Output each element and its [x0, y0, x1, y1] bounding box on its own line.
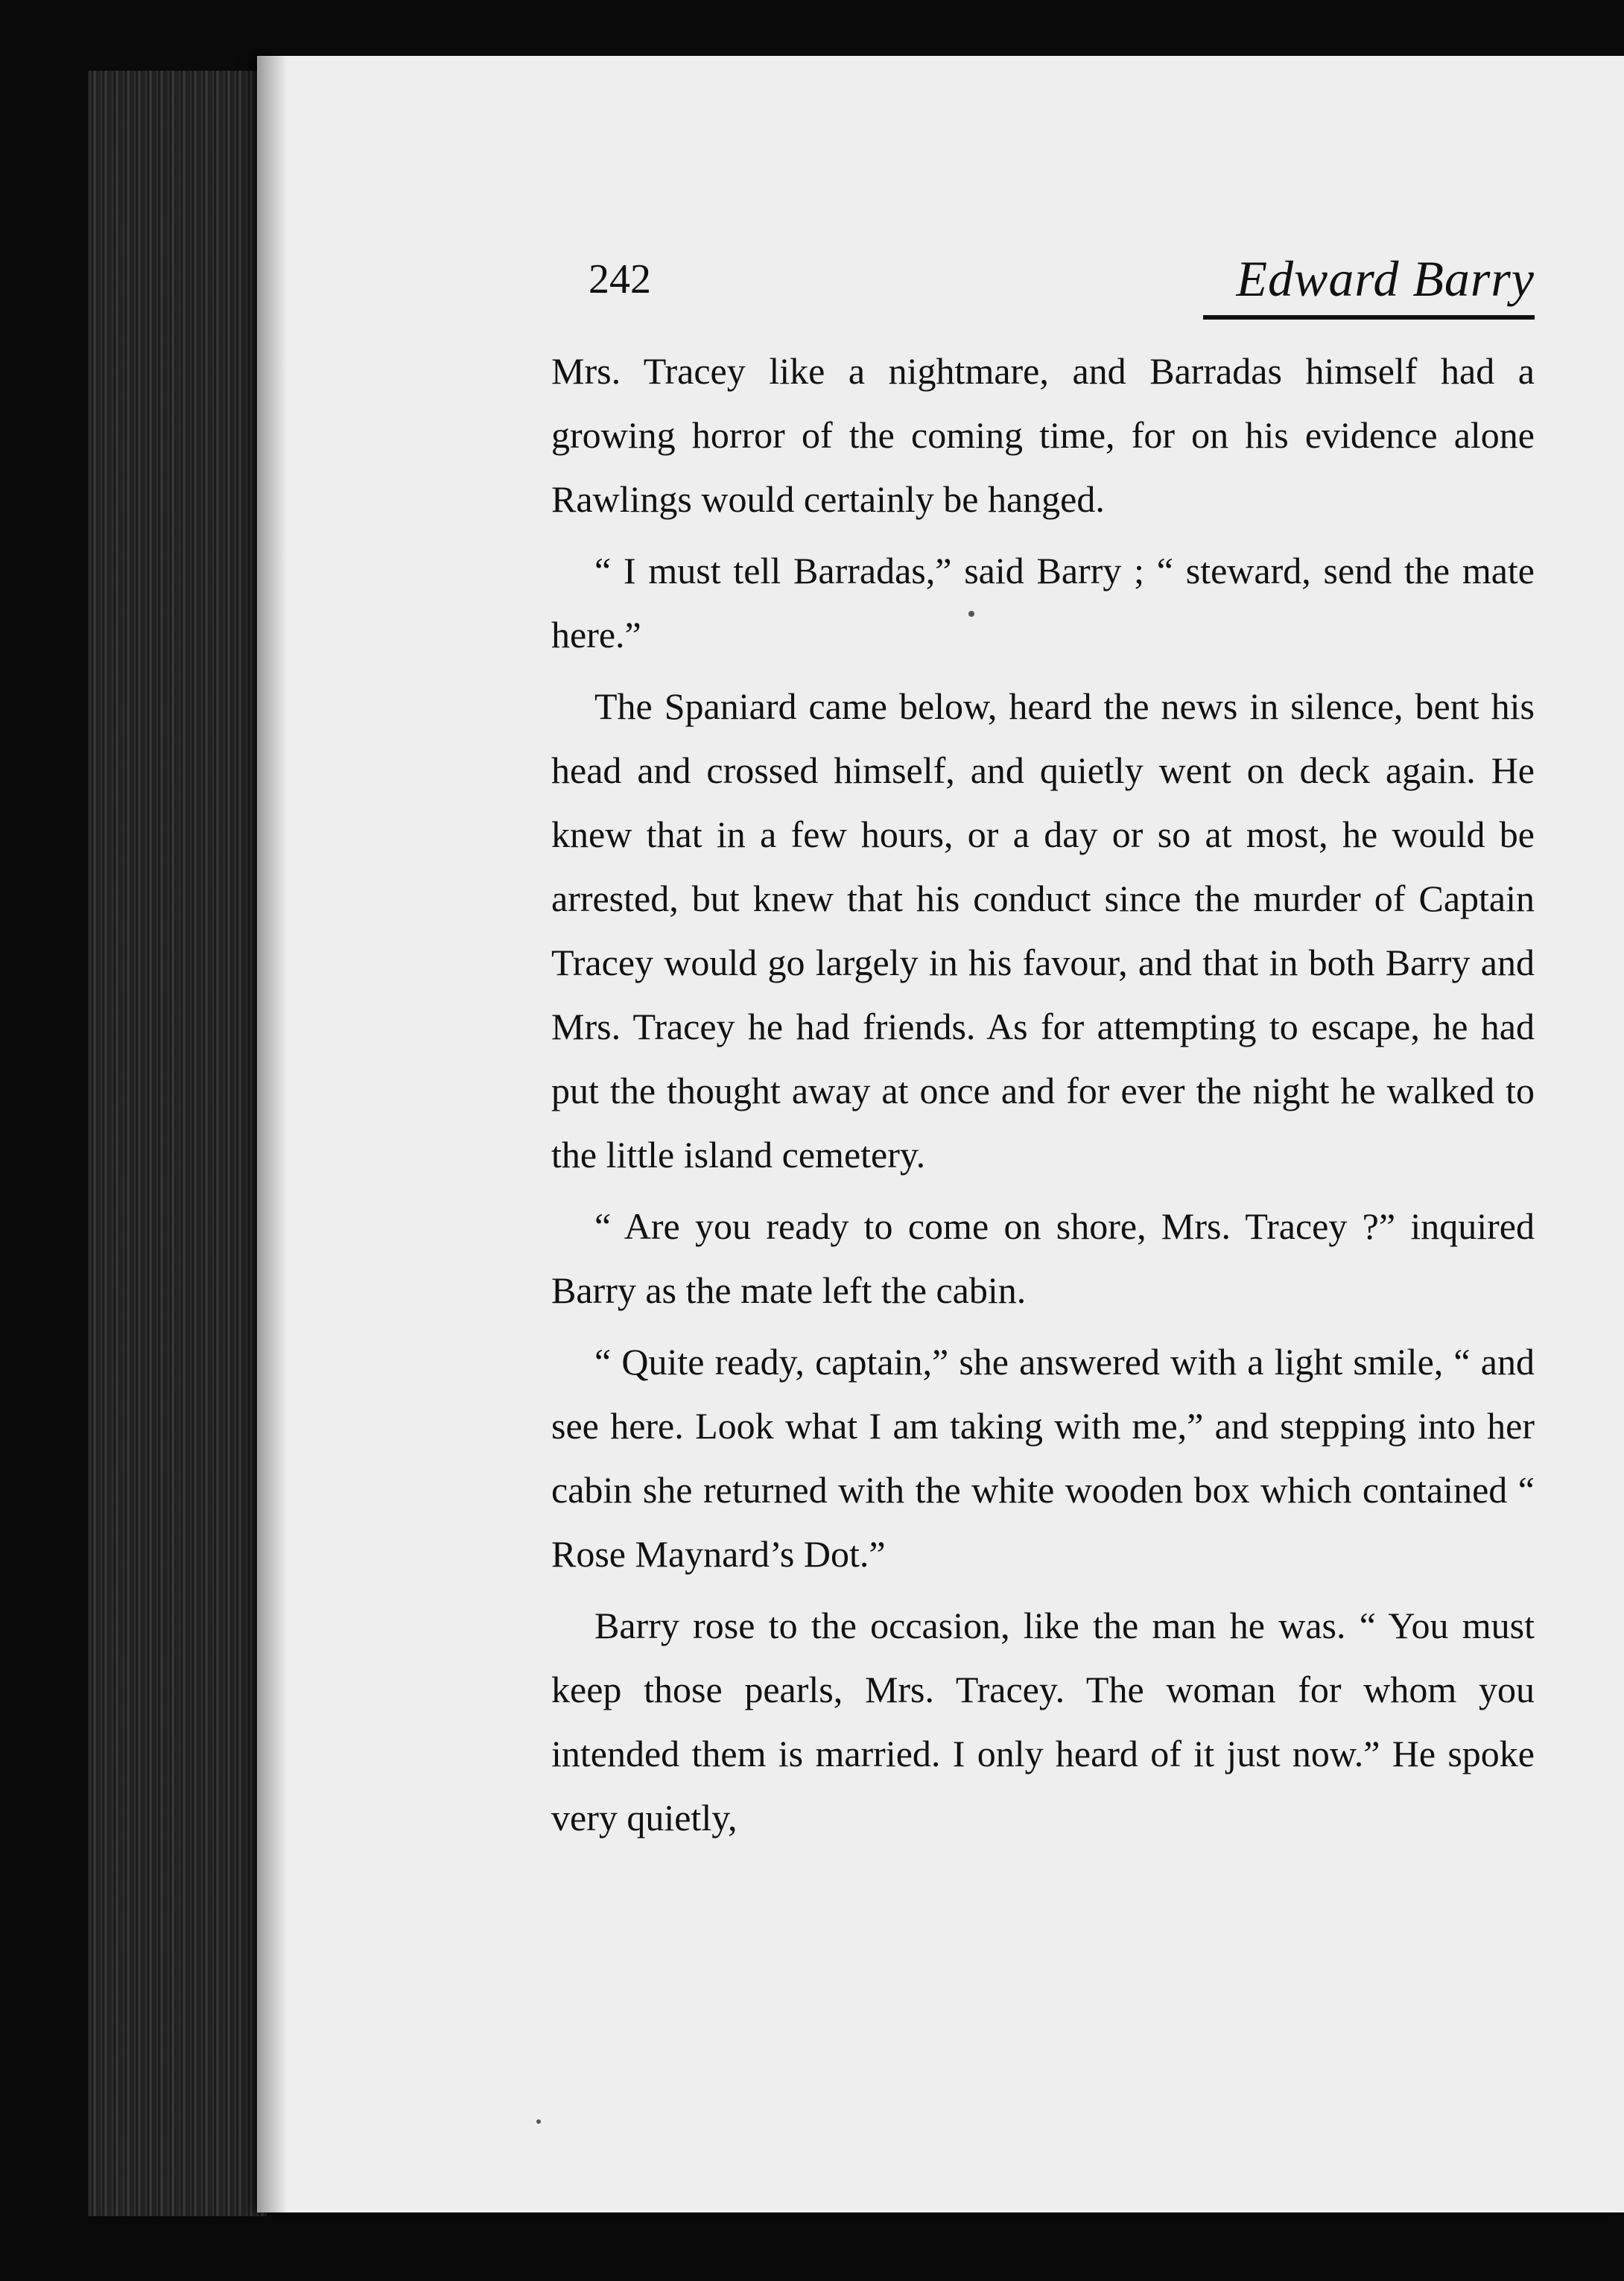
page-number: 242	[589, 256, 651, 302]
scan-speck	[536, 2119, 541, 2124]
scan-speck	[968, 611, 974, 617]
paragraph: Mrs. Tracey like a nightmare, and Barradas himself had a growing horror of the coming time, for on his evidence alone Rawlings would certainly be hanged.	[551, 350, 1535, 520]
paragraph: “ Are you ready to come on shore, Mrs. Tracey ?” inquired Barry as the mate left the cabin.	[551, 1205, 1535, 1311]
book-page-edges	[88, 71, 267, 2216]
paragraph: “ I must tell Barradas,” said Barry ; “ steward, send the mate here.”	[551, 550, 1535, 656]
body-text	[551, 339, 1535, 1857]
running-head	[589, 250, 1535, 324]
paragraph: The Spaniard came below, heard the news in silence, bent his head and crossed himself, and quietly went on deck again. He knew that in a few hours, or a day or so at most, he would be arrested, but knew that his conduct since the murder of Captain Tracey would go largely in his favour, and that in both Barry and Mrs. Tracey he had friends. As for attempting to escape, he had put the thought away at once and for ever the night he walked to the little island cemetery.	[551, 685, 1535, 1176]
paragraph: Barry rose to the occasion, like the man he was. “ You must keep those pearls, Mrs. Tracey. The woman for whom you intended them is married. I only heard of it just now.” He spoke very quietly,	[551, 1605, 1535, 1839]
paragraph: “ Quite ready, captain,” she answered with a light smile, “ and see here. Look what I am taking with me,” and stepping into her cabin she returned with the white wooden box which contained “ Rose Maynard’s Dot.”	[551, 1341, 1535, 1575]
title-underline	[1203, 315, 1535, 320]
book-title: Edward Barry	[1236, 250, 1535, 307]
gutter-shadow	[257, 56, 287, 2212]
